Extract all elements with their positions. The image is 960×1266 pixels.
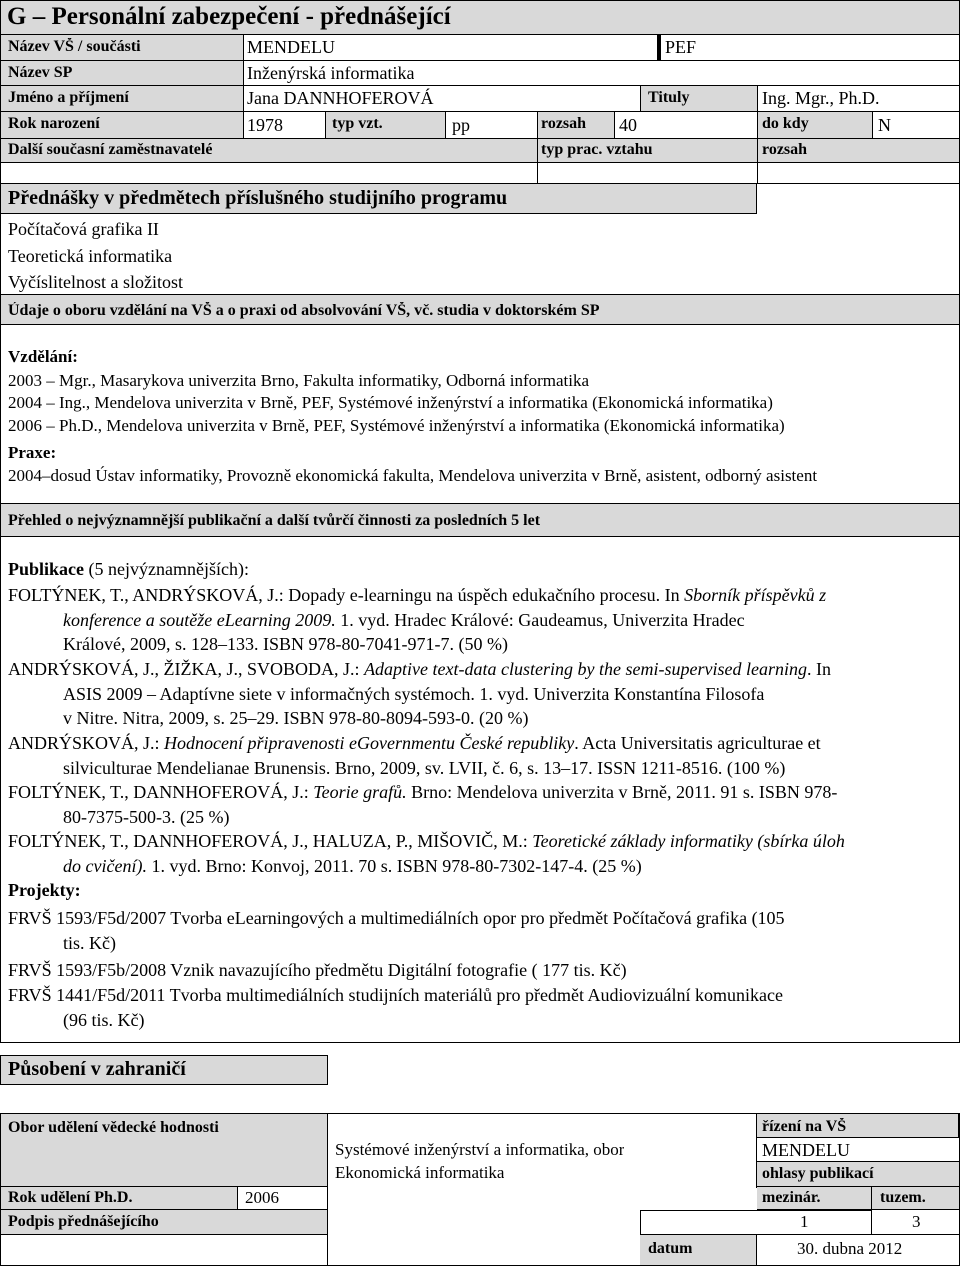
scope-label: rozsah	[541, 115, 587, 132]
until-value: N	[878, 115, 891, 135]
field-value-line: Ekonomická informatika	[335, 1163, 505, 1182]
publication-item: FOLTÝNEK, T., ANDRÝSKOVÁ, J.: Dopady e-learningu na úspěch edukačního procesu. In Sborník příspěvků z konference a soutěže eLearning 2009. 1. vyd. Hradec Králové: Gaudeamus, Univerzita Hradec Králové, 2009, s. 128–133. ISBN 978-80-7041-971-7. (50 %)	[8, 585, 827, 654]
school-value: MENDELU	[247, 37, 335, 57]
name-value: Jana DANNHOFEROVÁ	[247, 88, 434, 108]
management-value: MENDELU	[762, 1140, 850, 1160]
date-value: 30. dubna 2012	[797, 1239, 903, 1258]
education-label: Vzdělání:	[8, 347, 78, 366]
school-label: Název VŠ / součásti	[8, 38, 141, 55]
sp-label: Název SP	[8, 64, 73, 81]
publication-item: ANDRÝSKOVÁ, J.: Hodnocení připravenosti eGovernmentu České republiky. Acta Universitatis agriculturae et silviculturae Mendelianae Brunensis. Brno, 2009, sv. LVII, č. 6, s. 13–17. ISSN 1211-8516. (100 %)	[8, 733, 821, 778]
practice-line: 2004–dosud Ústav informatiky, Provozně ekonomická fakulta, Mendelova univerzita v Brně, asistent, odborný asistent	[8, 466, 818, 485]
type-value: pp	[452, 115, 470, 135]
intl-label: mezinár.	[762, 1189, 821, 1206]
scope-value: 40	[619, 115, 637, 135]
project-item: FRVŠ 1593/F5b/2008 Vznik navazujícího předmětu Digitální fotografie ( 177 tis. Kč)	[8, 960, 627, 980]
project-item: FRVŠ 1593/F5d/2007 Tvorba eLearningových a multimediálních opor pro předmět Počítačová grafika (105 tis. Kč)	[8, 908, 785, 953]
other-employers-label: Další současní zaměstnavatelé	[8, 141, 213, 158]
lecture-item: Vyčíslitelnost a složitost	[8, 272, 183, 292]
type-label: typ vzt.	[332, 115, 383, 132]
lectures-heading: Přednášky v předmětech příslušného studijního programu	[8, 187, 508, 209]
field-value-line: Systémové inženýrství a informatika, obor	[335, 1140, 625, 1159]
year-label: Rok udělení Ph.D.	[8, 1189, 133, 1206]
lecture-item: Počítačová grafika II	[8, 219, 159, 239]
date-label: datum	[648, 1240, 693, 1257]
abroad-heading: Působení v zahraničí	[8, 1058, 186, 1080]
other-type-label: typ prac. vztahu	[541, 141, 653, 158]
titles-label: Tituly	[648, 89, 690, 106]
faculty-value: PEF	[665, 37, 697, 57]
birth-label: Rok narození	[8, 115, 100, 132]
education-line: 2004 – Ing., Mendelova univerzita v Brně, PEF, Systémové inženýrství a informatika (Ekonomická informatika)	[8, 393, 773, 412]
other-scope-label: rozsah	[762, 141, 808, 158]
publication-item: FOLTÝNEK, T., DANNHOFEROVÁ, J.: Teorie grafů. Brno: Mendelova univerzita v Brně, 2011. 91 s. ISBN 978- 80-7375-500-3. (25 %)	[8, 782, 838, 827]
practice-label: Praxe:	[8, 443, 57, 462]
page-title: G – Personální zabezpečení - přednášející	[7, 3, 451, 30]
field-label: Obor udělení vědecké hodnosti	[8, 1119, 219, 1136]
management-label: řízení na VŠ	[762, 1118, 847, 1135]
project-item: FRVŠ 1441/F5d/2011 Tvorba multimediálních studijních materiálů pro předmět Audiovizuální komunikace (96 tis. Kč)	[8, 985, 783, 1030]
local-value: 3	[912, 1212, 921, 1231]
publications-label: Publikace (5 nejvýznamnějších):	[8, 559, 249, 579]
year-value: 2006	[245, 1188, 279, 1207]
name-label: Jméno a příjmení	[8, 89, 129, 106]
publication-item: FOLTÝNEK, T., DANNHOFEROVÁ, J., HALUZA, P., MIŠOVIČ, M.: Teoretické základy informatiky (sbírka úloh do cvičení). 1. vyd. Brno: Konvoj, 2011. 70 s. ISBN 978-80-7302-147-4. (25 %)	[8, 831, 845, 876]
publication-item: ANDRÝSKOVÁ, J., ŽIŽKA, J., SVOBODA, J.: Adaptive text-data clustering by the semi-supervised learning. In ASIS 2009 – Adaptívne siete v informačných systémoch. 1. vyd. Univerzita Konstantína Filosofa v Nitre. Nitra, 2009, s. 25–29. ISBN 978-80-8094-593-0. (20 %)	[8, 659, 831, 728]
lecture-item: Teoretická informatika	[8, 246, 173, 266]
birth-value: 1978	[247, 115, 283, 135]
publications-heading: Přehled o nejvýznamnější publikační a další tvůrčí činnosti za posledních 5 let	[8, 512, 541, 529]
intl-value: 1	[800, 1212, 809, 1231]
citations-label: ohlasy publikací	[762, 1165, 874, 1182]
sp-value: Inženýrská informatika	[247, 63, 415, 83]
signature-label: Podpis přednášejícího	[8, 1213, 159, 1230]
titles-value: Ing. Mgr., Ph.D.	[762, 88, 880, 108]
until-label: do kdy	[762, 115, 809, 132]
education-heading: Údaje o oboru vzdělání na VŠ a o praxi od absolvování VŠ, vč. studia v doktorském SP	[8, 302, 600, 319]
education-line: 2003 – Mgr., Masarykova univerzita Brno, Fakulta informatiky, Odborná informatika	[8, 371, 590, 390]
projects-label: Projekty:	[8, 880, 81, 900]
local-label: tuzem.	[880, 1189, 926, 1206]
title-bar	[0, 0, 960, 35]
education-line: 2006 – Ph.D., Mendelova univerzita v Brně, PEF, Systémové inženýrství a informatika (Ekonomická informatika)	[8, 416, 785, 435]
